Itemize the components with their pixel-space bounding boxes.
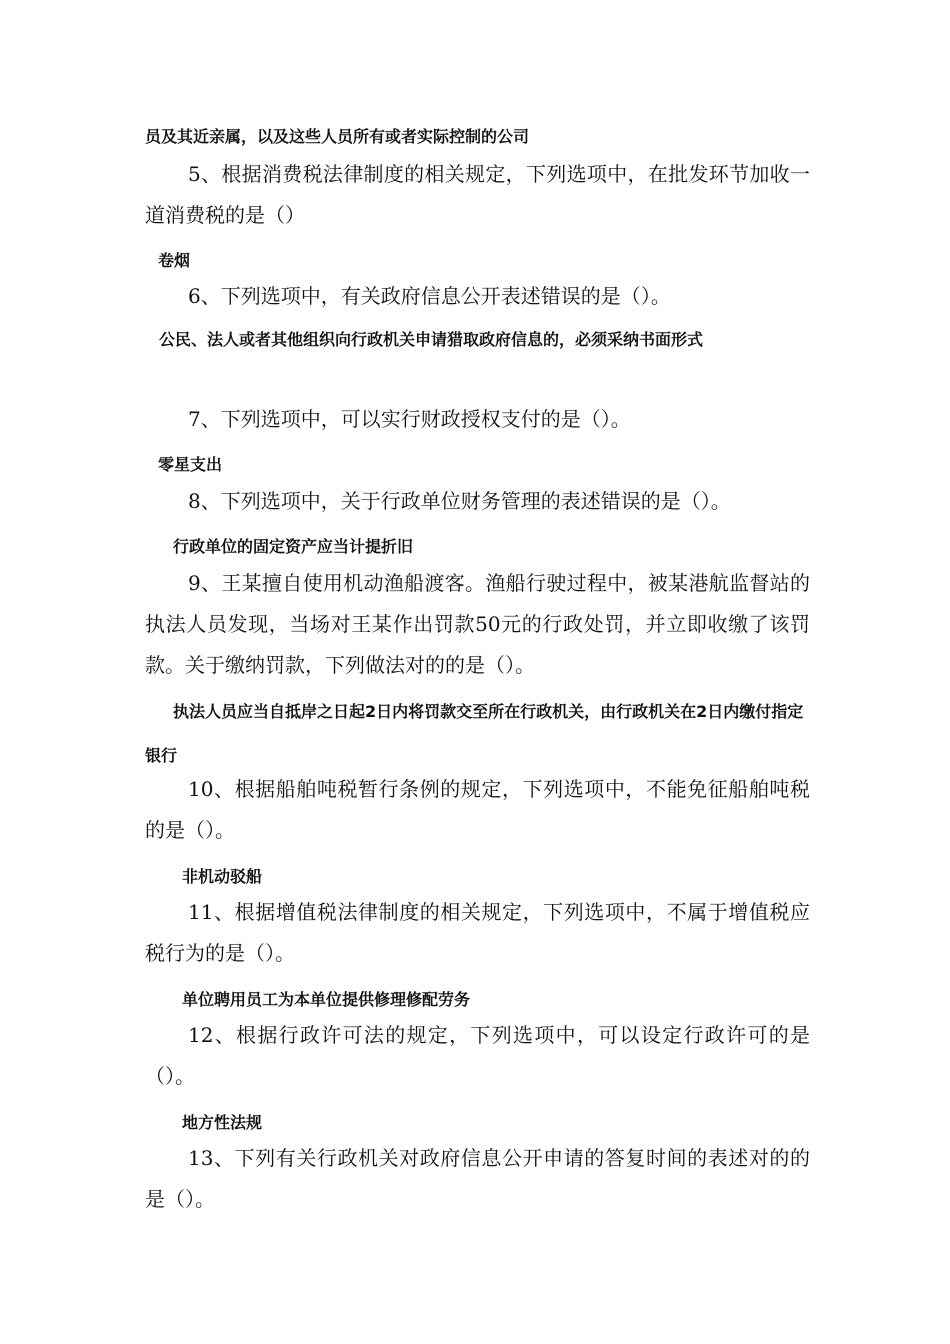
question-7: 7、下列选项中，可以实行财政授权支付的是（）。 xyxy=(188,407,631,431)
question-6: 6、下列选项中，有关政府信息公开表述错误的是（）。 xyxy=(188,284,671,308)
question-12: 12、根据行政许可法的规定，下列选项中，可以设定行政许可的是（）。 xyxy=(145,1023,810,1088)
answer-text: 非机动驳船 xyxy=(182,867,263,886)
answer-text: 零星支出 xyxy=(158,455,223,474)
question-13: 13、下列有关行政机关对政府信息公开申请的答复时间的表述对的的是（）。 xyxy=(145,1146,810,1211)
answer-text: 公民、法人或者其他组织向行政机关申请猎取政府信息的，必须采纳书面形式 xyxy=(159,330,704,349)
answer-text: 地方性法规 xyxy=(182,1113,263,1132)
question-8: 8、下列选项中，关于行政单位财务管理的表述错误的是（）。 xyxy=(188,489,731,513)
question-10: 10、根据船舶吨税暂行条例的规定，下列选项中，不能免征船舶吨税的是（）。 xyxy=(145,777,810,842)
question-5: 5、根据消费税法律制度的相关规定，下列选项中，在批发环节加收一道消费税的是（） xyxy=(145,162,810,227)
question-11: 11、根据增值税法律制度的相关规定，下列选项中，不属于增值税应税行为的是（）。 xyxy=(145,900,810,965)
question-9: 9、王某擅自使用机动渔船渡客。渔船行驶过程中，被某港航监督站的执法人员发现，当场对王某作出罚款50元的行政处罚，并立即收缴了该罚款。关于缴纳罚款，下列做法对的的是（）。 xyxy=(145,571,810,677)
answer-text: 卷烟 xyxy=(158,251,191,270)
answer-text: 单位聘用员工为本单位提供修理修配劳务 xyxy=(182,990,471,1009)
answer-text: 行政单位的固定资产应当计提折旧 xyxy=(173,537,414,556)
answer-text: 执法人员应当自抵岸之日起2日内将罚款交至所在行政机关，由行政机关在2日内缴付指定银行 xyxy=(145,702,804,765)
answer-text: 员及其近亲属，以及这些人员所有或者实际控制的公司 xyxy=(145,127,530,146)
